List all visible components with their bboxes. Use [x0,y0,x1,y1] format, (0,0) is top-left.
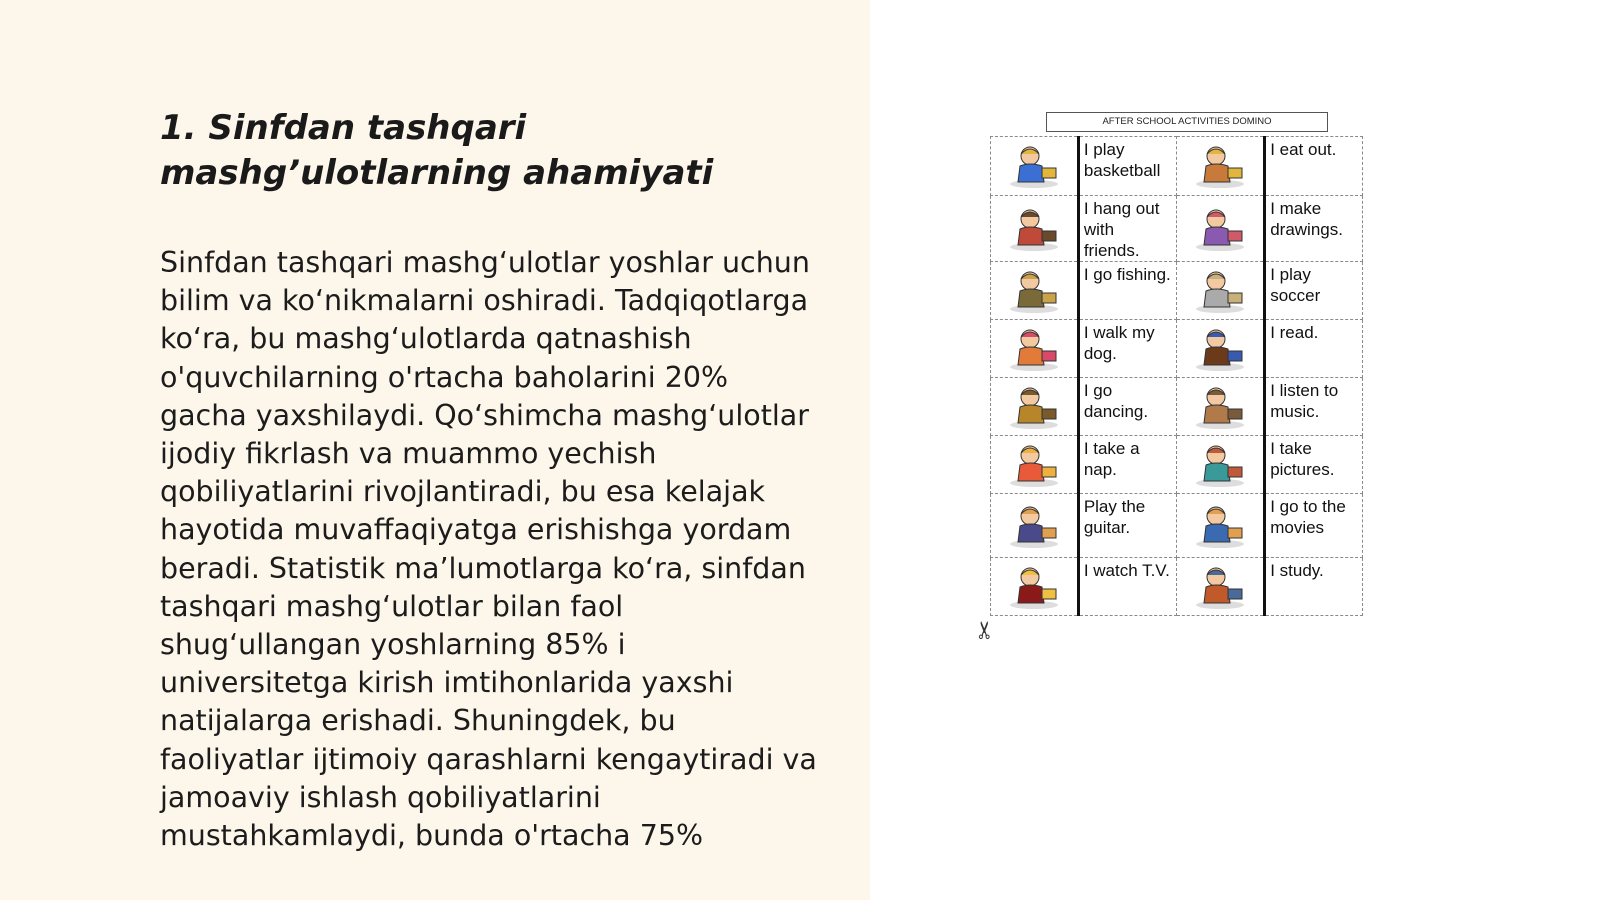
activity-picture-icon [991,267,1077,315]
activity-picture-icon [991,383,1077,431]
domino-row [991,436,1363,494]
activity-picture-icon [1177,441,1263,489]
domino-row [991,494,1363,558]
domino-table [990,136,1363,616]
activity-label: I play basketball [1078,137,1177,196]
activity-label: I eat out. [1265,137,1363,196]
activity-picture-icon [1177,383,1263,431]
activity-label: I hang out with friends. [1078,196,1177,262]
activity-label: I walk my dog. [1078,320,1177,378]
activity-label: I play soccer [1265,262,1363,320]
activity-label: I watch T.V. [1078,558,1177,616]
activity-label: I listen to music. [1265,378,1363,436]
activity-label: I take pictures. [1265,436,1363,494]
activity-picture-icon [991,325,1077,373]
activity-picture-icon [991,563,1077,611]
activity-picture-icon [1177,563,1263,611]
domino-row [991,262,1363,320]
activity-picture-icon [1177,502,1263,550]
activity-picture-icon [991,441,1077,489]
domino-row [991,558,1363,616]
activity-picture-icon [1177,325,1263,373]
slide-body-text: Sinfdan tashqari mashg‘ulotlar yoshlar uchun bilim va ko‘nikmalarni oshiradi. Tadqiqotlarga ko‘ra, bu mashg‘ulotlarda qatnashish o'quvchilarning o'rtacha baholarini 20% gacha yaxshilaydi. Qo‘shimcha mashg‘ulotlar ijodiy fikrlash va muammo yechish qobiliyatlarini rivojlantiradi, bu esa kelajak hayotida muvaffaqiyatga erishishga yordam beradi. Statistik ma’lumotlarga ko‘ra, sinfdan tashqari mashg‘ulotlar bilan faol shug‘ullangan yoshlarning 85% i universitetga kirish imtihonlarida yaxshi natijalarga erishadi. Shuningdek, bu faoliyatlar ijtimoiy qarashlarni kengaytiradi va jamoaviy ishlash qobiliyatlarini mustahkamlaydi, bunda o'rtacha 75% [160,246,817,853]
activity-label: I read. [1265,320,1363,378]
activity-picture-icon [1177,267,1263,315]
activity-label: I make drawings. [1265,196,1363,262]
activity-picture-icon [1177,142,1263,190]
scissors-icon: ✂ [971,619,1000,641]
activity-label: I study. [1265,558,1363,616]
activity-label: I go to the movies [1265,494,1363,558]
slide-title: 1. Sinfdan tashqari mashg’ulotlarning ahamiyati [160,108,714,193]
domino-row [991,137,1363,196]
domino-row [991,378,1363,436]
domino-row [991,320,1363,378]
activity-label: I take a nap. [1078,436,1177,494]
activity-picture-icon [991,205,1077,253]
activity-picture-icon [991,142,1077,190]
activity-picture-icon [1177,205,1263,253]
activity-label: I go dancing. [1078,378,1177,436]
domino-title: AFTER SCHOOL ACTIVITIES DOMINO [1046,112,1328,132]
domino-row [991,196,1363,262]
activity-picture-icon [991,502,1077,550]
activity-label: Play the guitar. [1078,494,1177,558]
activity-label: I go fishing. [1078,262,1177,320]
